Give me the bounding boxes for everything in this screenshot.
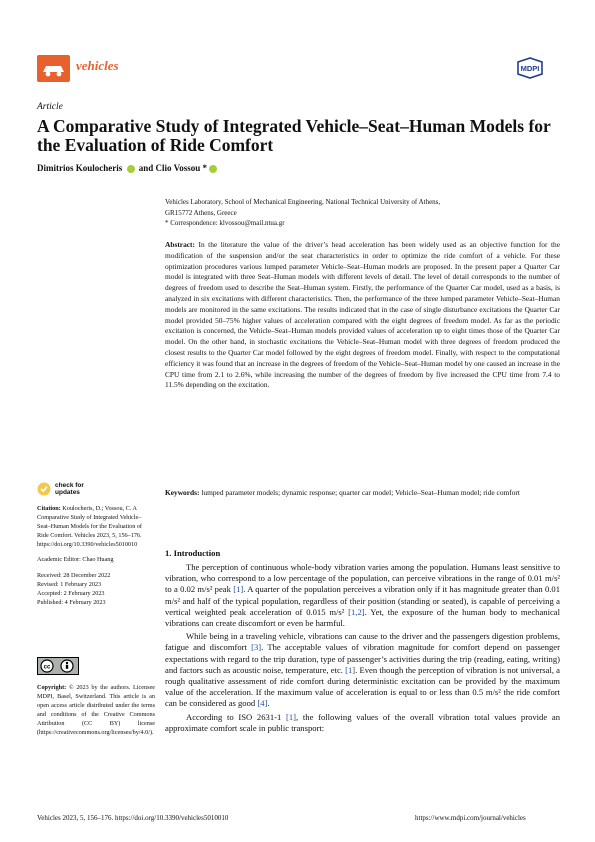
dates-block xyxy=(37,571,155,607)
section-body xyxy=(165,562,560,734)
received-date: Received: 28 December 2022 xyxy=(37,571,111,579)
abstract-label: Abstract: xyxy=(165,240,195,249)
mdpi-logo[interactable] xyxy=(515,56,545,80)
affiliation-block xyxy=(165,197,555,229)
check-updates-icon xyxy=(37,482,51,496)
footer-journal-link[interactable]: https://www.mdpi.com/journal/vehicles xyxy=(415,814,526,822)
affiliation-line: Vehicles Laboratory, School of Mechanical Engineering, National Technical University of Athens, xyxy=(165,198,441,206)
paragraph: While being in a traveling vehicle, vibrations can cause to the driver and the passengers digestion problems, fatigue and discomfort [3]. The acceptable values of vibration magnitude for comfort depend on passenger expectations with regard to the trip duration, type of passenger’s activities during the trip (reading, eating, writing) and factors such as acoustic noise, temperature, etc. [1]. Even though the perception of vibration is not universal, a rough qualitative assessment of ride comfort during deterministic excitation can be provided by the maximum value of the acceleration. If the maximum value of acceleration is equal to or less than 0.5 m/s² the ride comfort can be considered as good [4]. xyxy=(165,631,560,709)
check-updates-label: check for updates xyxy=(55,482,84,497)
author-connector: and xyxy=(138,163,154,173)
journal-logo xyxy=(37,55,70,82)
corresponding-mark: * xyxy=(202,163,208,173)
author-name[interactable]: Dimitrios Koulocheris xyxy=(37,163,123,173)
abstract-text: In the literature the value of the driver’s head acceleration has been widely used as an objective function for the modification of the suspension and/or the seat characteristics in order to optimize the ride comfort of a vehicle. For these optimization procedures various lumped parameter Vehicle–Seat–Human models are proposed. In the present paper a Quarter Car model is integrated with three Seat–Human models with different levels of detail. The level of detail corresponds to the number of degrees of freedom used to describe the Seat–Human system. Firstly, the performance of the Quarter Car model, used as a basis, is analyzed in six excitations with different characteristics. Then, the performance of the three lumped parameter Vehicle–Seat–Human models are monitored in the same excitations. The results indicated that in the case of single disturbance excitations the Quarter Car model provided 50–75% higher values of acceleration compared with the eight degrees of freedom model. As far as the periodic excitation is concerned, the Vehicle–Seat–Human models provided values of acceleration up to eight times those of the Quarter Car model. On the other hand, in stochastic excitations the Vehicle–Seat–Human model with three degrees of freedom produced the closest results to the Quarter Car model followed by the eight degrees of freedom model. Finally, with respect to the computational efficiency it was found that an increase in the degrees of freedom of the Vehicle–Seat–Human model by one caused an increase in the CPU time from 2.1 to 2.6%, while increasing the number of the degrees of freedom by five increased the CPU time from 7.4 to 11.5% depending on the excitation. xyxy=(165,240,560,390)
keywords xyxy=(165,488,560,499)
affiliation-line: GR15772 Athens, Greece xyxy=(165,208,237,217)
citation-link[interactable]: [1] xyxy=(286,711,297,722)
citation-link[interactable]: [1] xyxy=(233,584,244,595)
keywords-label: Keywords: xyxy=(165,488,200,497)
cc-by-license-icon[interactable] xyxy=(37,657,79,675)
paper-title: A Comparative Study of Integrated Vehicle–Seat–Human Models for the Evaluation of Ride Comfort xyxy=(37,116,551,155)
accepted-date: Accepted: 2 February 2023 xyxy=(37,589,105,597)
academic-editor: Academic Editor: Chao Huang xyxy=(37,556,114,564)
correspondence-line[interactable]: * Correspondence: klvossou@mail.ntua.gr xyxy=(165,219,285,227)
abstract xyxy=(165,240,560,391)
orcid-icon[interactable] xyxy=(127,165,135,173)
published-date: Published: 4 February 2023 xyxy=(37,598,106,606)
author-name[interactable]: Clio Vossou xyxy=(155,163,201,173)
citation-link[interactable]: [4] xyxy=(257,698,268,709)
paragraph: The perception of continuous whole-body vibration varies among the population. Humans least sensitive to vibration, who correspond to a low percentage of the population, can perceive vibrations in the range of 0.01 m/s² to a 0.02 m/s² peak [1]. A quarter of the population perceives a vibration only if it has magnitude greater than 0.01 m/s² and half of the typical population, regardless of their position (standing or seated), is capable of perceiving a vertical weighted peak acceleration of 0.015 m/s² [1,2]. Yet, the exposure of the human body to mechanical vibrations can create discomfort or even be harmful. xyxy=(165,562,560,629)
copyright-block xyxy=(37,683,155,738)
sidebar-info xyxy=(37,504,155,613)
orcid-icon[interactable] xyxy=(209,165,217,173)
revised-date: Revised: 1 February 2023 xyxy=(37,580,102,588)
copyright-label: Copyright: xyxy=(37,684,67,691)
citation-block xyxy=(37,504,155,549)
journal-name[interactable]: vehicles xyxy=(76,58,119,73)
citation-link[interactable]: [1,2] xyxy=(348,606,365,617)
check-for-updates-badge[interactable] xyxy=(37,480,107,502)
paragraph: According to ISO 2631-1 [1], the following values of the overall vibration total values provide an approximate comfort scale in public transport: xyxy=(165,711,560,733)
svg-text:MDPI: MDPI xyxy=(520,64,540,73)
citation-label: Citation: xyxy=(37,505,61,512)
article-type: Article xyxy=(37,102,63,112)
copyright-text: © 2023 by the authors. Licensee MDPI, Basel, Switzerland. This article is an open access article distributed under the terms and conditions of the Creative Commons Attribution (CC BY) license (https://creativecommons.org/licenses/by/4.0/). xyxy=(37,684,155,737)
author-list xyxy=(37,163,219,173)
citation-link[interactable]: [3] xyxy=(251,642,262,653)
keywords-text: lumped parameter models; dynamic response; quarter car model; Vehicle–Seat–Human model; ride comfort xyxy=(201,488,520,497)
citation-link[interactable]: [1] xyxy=(345,664,356,675)
section-heading: 1. Introduction xyxy=(165,548,221,558)
citation-text[interactable]: Koulocheris, D.; Vossou, C. A Comparative Study of Integrated Vehicle–Seat–Human Models for the Evaluation of Ride Comfort. Vehicles 2023, 5, 156–176. https://doi.org/10.3390/vehicles5010010 xyxy=(37,505,142,549)
svg-text:cc: cc xyxy=(43,664,51,671)
footer-citation[interactable]: Vehicles 2023, 5, 156–176. https://doi.org/10.3390/vehicles5010010 xyxy=(37,814,229,822)
